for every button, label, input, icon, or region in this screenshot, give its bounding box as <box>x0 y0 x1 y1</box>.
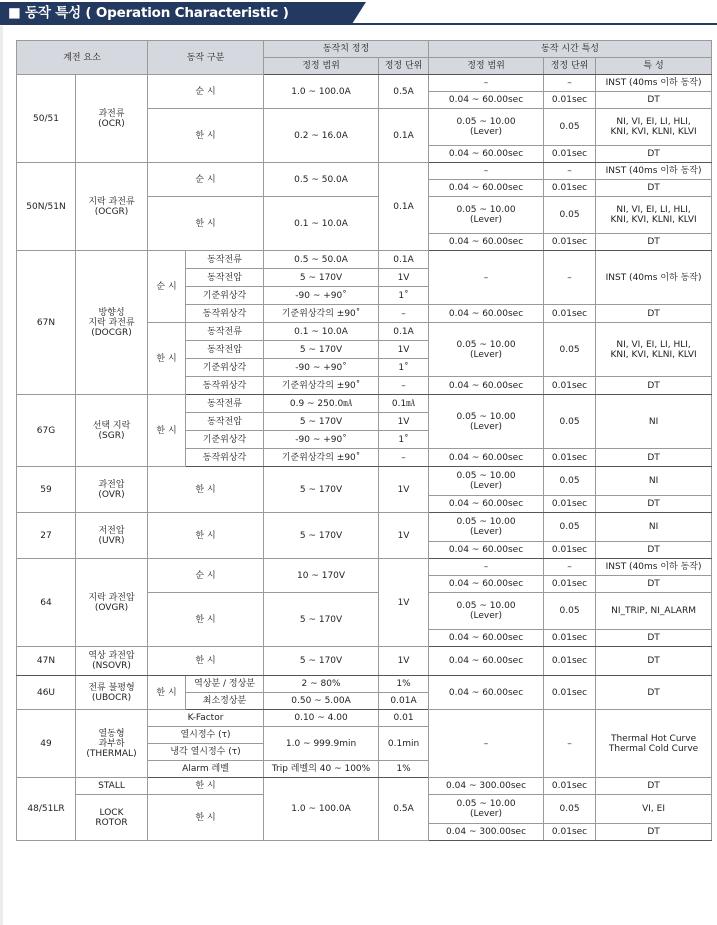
time-unit: – <box>544 251 596 305</box>
sub-division <box>148 727 264 744</box>
time-unit: 0.05 <box>544 467 596 496</box>
time-unit: 0.01sec <box>544 676 596 710</box>
time-range: – <box>429 75 544 92</box>
element-code: 47N <box>17 647 76 676</box>
sub-division: 기준위상각 <box>186 359 264 377</box>
setting-unit: 1˚ <box>379 287 429 305</box>
element-name: 선택 지락 (SGR) <box>76 395 148 467</box>
characteristic: DT <box>596 824 712 841</box>
time-range: 0.04 ~ 60.00sec <box>429 449 544 467</box>
element-name: 지락 과전압 (OVGR) <box>76 559 148 647</box>
time-range: – <box>429 710 544 778</box>
setting-range: 5 ~ 170V <box>264 513 379 559</box>
element-name: 과전압 (OVR) <box>76 467 148 513</box>
time-range: 0.05 ~ 10.00 (Lever) <box>429 323 544 377</box>
sub-division: 동작위상각 <box>186 305 264 323</box>
element-code: 46U <box>17 676 76 710</box>
division-cell: 한 시 <box>148 197 264 251</box>
time-range: 0.04 ~ 60.00sec <box>429 234 544 251</box>
characteristic: DT <box>596 180 712 197</box>
characteristic: INST (40ms 이하 동작) <box>596 559 712 576</box>
characteristic: NI, VI, EI, LI, HLI, KNI, KVI, KLNI, KLVI <box>596 197 712 234</box>
setting-unit: 1V <box>379 467 429 513</box>
division-cell: 한 시 <box>148 778 264 795</box>
element-name: 방향성 지락 과전류 (DOCGR) <box>76 251 148 395</box>
setting-unit: 0.01 <box>379 710 429 727</box>
sub-division: 기준위상각 <box>186 287 264 305</box>
element-name: 전류 불평형 (UBOCR) <box>76 676 148 710</box>
time-range: 0.05 ~ 10.00 (Lever) <box>429 109 544 146</box>
characteristic: DT <box>596 146 712 163</box>
time-unit: 0.01sec <box>544 630 596 647</box>
time-unit: 0.05 <box>544 323 596 377</box>
division-cell: 한 시 <box>148 323 186 395</box>
sub-division: 동작전류 <box>186 251 264 269</box>
left-margin-rule <box>0 26 3 925</box>
setting-unit: 1V <box>379 341 429 359</box>
element-code: 48/51LR <box>17 778 76 841</box>
time-unit: – <box>544 75 596 92</box>
element-name: 역상 과전압 (NSOVR) <box>76 647 148 676</box>
setting-unit: 0.1A <box>379 109 429 163</box>
characteristic: INST (40ms 이하 동작) <box>596 75 712 92</box>
time-range: 0.04 ~ 60.00sec <box>429 92 544 109</box>
division-cell: 순 시 <box>148 75 264 109</box>
cool-time-constant-label: 냉각 열시정수 ( <box>170 747 232 757</box>
division-cell: 한 시 <box>148 467 264 513</box>
sub-division: 역상분 / 정상분 <box>186 676 264 693</box>
time-range: 0.04 ~ 60.00sec <box>429 305 544 323</box>
setting-unit: 1V <box>379 269 429 287</box>
element-name: 지락 과전류 (OCGR) <box>76 163 148 251</box>
characteristic: Thermal Hot Curve Thermal Cold Curve <box>596 710 712 778</box>
time-range: – <box>429 559 544 576</box>
time-range: 0.04 ~ 300.00sec <box>429 778 544 795</box>
sub-division: 동작전류 <box>186 323 264 341</box>
time-unit: 0.05 <box>544 795 596 824</box>
characteristic: INST (40ms 이하 동작) <box>596 163 712 180</box>
setting-unit: 0.1A <box>379 163 429 251</box>
characteristic: DT <box>596 377 712 395</box>
close-paren: ) <box>237 747 241 757</box>
time-range: – <box>429 251 544 305</box>
setting-range: 5 ~ 170V <box>264 647 379 676</box>
header-time-unit: 정정 단위 <box>544 58 596 75</box>
characteristic: DT <box>596 630 712 647</box>
setting-unit: 1% <box>379 761 429 778</box>
setting-unit: 0.5A <box>379 75 429 109</box>
time-range: 0.04 ~ 60.00sec <box>429 647 544 676</box>
characteristic: DT <box>596 305 712 323</box>
setting-unit: 0.1min <box>379 727 429 761</box>
time-unit: 0.01sec <box>544 647 596 676</box>
element-name: 저전압 (UVR) <box>76 513 148 559</box>
time-unit: 0.01sec <box>544 576 596 593</box>
time-range: – <box>429 163 544 180</box>
division-cell: 한 시 <box>148 676 186 710</box>
header-characteristic: 특 성 <box>596 58 712 75</box>
element-code: 49 <box>17 710 76 778</box>
sub-division: Alarm 레벨 <box>148 761 264 778</box>
close-paren: ) <box>227 730 231 740</box>
table-row <box>17 467 712 496</box>
element-code: 64 <box>17 559 76 647</box>
operation-characteristic-table <box>16 40 712 841</box>
setting-range: -90 ~ +90˚ <box>264 359 379 377</box>
characteristic: NI, VI, EI, LI, HLI, KNI, KVI, KLNI, KLVI <box>596 109 712 146</box>
section-title: ■ 동작 특성 ( Operation Characteristic ) <box>8 5 289 21</box>
sub-division <box>148 744 264 761</box>
setting-unit: 1V <box>379 413 429 431</box>
setting-unit: 1˚ <box>379 431 429 449</box>
time-unit: 0.01sec <box>544 146 596 163</box>
element-code: 59 <box>17 467 76 513</box>
characteristic: DT <box>596 449 712 467</box>
time-range: 0.05 ~ 10.00 (Lever) <box>429 513 544 542</box>
division-cell: 한 시 <box>148 647 264 676</box>
tau-symbol: τ <box>231 747 238 757</box>
time-range: 0.04 ~ 60.00sec <box>429 180 544 197</box>
element-code: 50/51 <box>17 75 76 163</box>
time-range: 0.04 ~ 60.00sec <box>429 630 544 647</box>
characteristic: DT <box>596 676 712 710</box>
time-range: 0.04 ~ 60.00sec <box>429 377 544 395</box>
time-range: 0.05 ~ 10.00 (Lever) <box>429 395 544 449</box>
header-unit: 정정 단위 <box>379 58 429 75</box>
setting-range: 0.9 ~ 250.0㎃ <box>264 395 379 413</box>
sub-division: 최소정상분 <box>186 693 264 710</box>
header-element: 계전 요소 <box>17 41 148 75</box>
division-cell: 순 시 <box>148 163 264 197</box>
sub-division: 동작전류 <box>186 395 264 413</box>
header-range: 정정 범위 <box>264 58 379 75</box>
sub-division: 동작전압 <box>186 341 264 359</box>
table-row <box>17 513 712 542</box>
setting-unit: 1V <box>379 647 429 676</box>
heat-time-constant-label: 열시정수 ( <box>180 730 222 740</box>
setting-range: 0.50 ~ 5.00A <box>264 693 379 710</box>
time-unit: 0.05 <box>544 593 596 630</box>
characteristic: DT <box>596 496 712 513</box>
setting-range: 0.5 ~ 50.0A <box>264 163 379 197</box>
title-underline <box>0 23 717 25</box>
characteristic: NI_TRIP, NI_ALARM <box>596 593 712 630</box>
time-range: 0.04 ~ 60.00sec <box>429 542 544 559</box>
time-range: 0.04 ~ 60.00sec <box>429 576 544 593</box>
time-unit: 0.01sec <box>544 377 596 395</box>
setting-range: 기준위상각의 ±90˚ <box>264 305 379 323</box>
table-row <box>17 778 712 795</box>
time-range: 0.04 ~ 300.00sec <box>429 824 544 841</box>
time-range: 0.05 ~ 10.00 (Lever) <box>429 795 544 824</box>
division-cell: 한 시 <box>148 795 264 841</box>
time-unit: 0.05 <box>544 513 596 542</box>
setting-range: Trip 레벨의 40 ~ 100% <box>264 761 379 778</box>
sub-division: 동작전압 <box>186 413 264 431</box>
time-range: 0.05 ~ 10.00 (Lever) <box>429 467 544 496</box>
characteristic: VI, EI <box>596 795 712 824</box>
element-code: 50N/51N <box>17 163 76 251</box>
time-unit: 0.01sec <box>544 449 596 467</box>
setting-range: 5 ~ 170V <box>264 467 379 513</box>
setting-range: -90 ~ +90˚ <box>264 431 379 449</box>
time-range: 0.04 ~ 60.00sec <box>429 146 544 163</box>
sub-division: K-Factor <box>148 710 264 727</box>
time-unit: 0.01sec <box>544 778 596 795</box>
characteristic: NI, VI, EI, LI, HLI, KNI, KVI, KLNI, KLVI <box>596 323 712 377</box>
setting-range: 0.2 ~ 16.0A <box>264 109 379 163</box>
division-cell: 한 시 <box>148 395 186 467</box>
element-code: 67G <box>17 395 76 467</box>
setting-range: -90 ~ +90˚ <box>264 287 379 305</box>
time-unit: 0.01sec <box>544 180 596 197</box>
setting-unit: 1% <box>379 676 429 693</box>
characteristic: DT <box>596 542 712 559</box>
time-unit: 0.01sec <box>544 305 596 323</box>
characteristic: NI <box>596 395 712 449</box>
title-banner-slant <box>352 2 366 24</box>
setting-range: 0.1 ~ 10.0A <box>264 323 379 341</box>
setting-unit: 1˚ <box>379 359 429 377</box>
setting-unit: 0.1㎃ <box>379 395 429 413</box>
characteristic: DT <box>596 576 712 593</box>
table-row <box>17 251 712 269</box>
setting-range: 0.10 ~ 4.00 <box>264 710 379 727</box>
element-code: 27 <box>17 513 76 559</box>
characteristic: DT <box>596 92 712 109</box>
division-cell: 순 시 <box>148 559 264 593</box>
setting-range: 1.0 ~ 999.9min <box>264 727 379 761</box>
setting-unit: 0.01A <box>379 693 429 710</box>
division-cell: 한 시 <box>148 513 264 559</box>
setting-unit: – <box>379 449 429 467</box>
time-unit: – <box>544 163 596 180</box>
element-code: 67N <box>17 251 76 395</box>
header-time-range: 정정 범위 <box>429 58 544 75</box>
element-name: 열동형 과부하 (THERMAL) <box>76 710 148 778</box>
setting-unit: – <box>379 377 429 395</box>
time-unit: – <box>544 710 596 778</box>
sub-division: 동작전압 <box>186 269 264 287</box>
setting-range: 5 ~ 170V <box>264 413 379 431</box>
header-row-1 <box>17 41 712 58</box>
setting-range: 0.5 ~ 50.0A <box>264 251 379 269</box>
time-unit: 0.01sec <box>544 496 596 513</box>
table-row <box>17 559 712 576</box>
characteristic: DT <box>596 778 712 795</box>
table-row <box>17 163 712 180</box>
section-title-bar <box>0 0 717 26</box>
time-unit: 0.05 <box>544 109 596 146</box>
characteristic: DT <box>596 647 712 676</box>
header-setting-group: 동작치 정정 <box>264 41 429 58</box>
time-range: 0.04 ~ 60.00sec <box>429 496 544 513</box>
time-unit: 0.01sec <box>544 92 596 109</box>
table-row <box>17 75 712 92</box>
characteristic: NI <box>596 513 712 542</box>
division-cell: 한 시 <box>148 593 264 647</box>
sub-division: 기준위상각 <box>186 431 264 449</box>
setting-range: 0.1 ~ 10.0A <box>264 197 379 251</box>
setting-range: 1.0 ~ 100.0A <box>264 778 379 841</box>
division-cell: 순 시 <box>148 251 186 323</box>
time-range: 0.05 ~ 10.00 (Lever) <box>429 197 544 234</box>
table-row <box>17 710 712 727</box>
setting-range: 2 ~ 80% <box>264 676 379 693</box>
setting-range: 5 ~ 170V <box>264 269 379 287</box>
setting-unit: 0.5A <box>379 778 429 841</box>
sub-division: 동작위상각 <box>186 377 264 395</box>
setting-unit: 0.1A <box>379 323 429 341</box>
characteristic: DT <box>596 234 712 251</box>
setting-unit: – <box>379 305 429 323</box>
division-cell: 한 시 <box>148 109 264 163</box>
setting-range: 기준위상각의 ±90˚ <box>264 377 379 395</box>
time-range: 0.05 ~ 10.00 (Lever) <box>429 593 544 630</box>
setting-range: 10 ~ 170V <box>264 559 379 593</box>
table-row <box>17 676 712 693</box>
setting-unit: 1V <box>379 513 429 559</box>
setting-unit: 1V <box>379 559 429 647</box>
element-name: 과전류 (OCR) <box>76 75 148 163</box>
time-unit: 0.05 <box>544 197 596 234</box>
setting-unit: 0.1A <box>379 251 429 269</box>
characteristic: INST (40ms 이하 동작) <box>596 251 712 305</box>
setting-range: 5 ~ 170V <box>264 593 379 647</box>
time-unit: – <box>544 559 596 576</box>
table-row <box>17 395 712 413</box>
element-name: LOCK ROTOR <box>76 795 148 841</box>
header-division: 동작 구분 <box>148 41 264 75</box>
time-unit: 0.01sec <box>544 234 596 251</box>
header-time-group: 동작 시간 특성 <box>429 41 712 58</box>
table-row <box>17 647 712 676</box>
time-unit: 0.01sec <box>544 542 596 559</box>
setting-range: 기준위상각의 ±90˚ <box>264 449 379 467</box>
characteristic: NI <box>596 467 712 496</box>
sub-division: 동작위상각 <box>186 449 264 467</box>
setting-range: 1.0 ~ 100.0A <box>264 75 379 109</box>
time-range: 0.04 ~ 60.00sec <box>429 676 544 710</box>
setting-range: 5 ~ 170V <box>264 341 379 359</box>
time-unit: 0.05 <box>544 395 596 449</box>
tau-symbol: τ <box>221 730 228 740</box>
element-name: STALL <box>76 778 148 795</box>
time-unit: 0.01sec <box>544 824 596 841</box>
